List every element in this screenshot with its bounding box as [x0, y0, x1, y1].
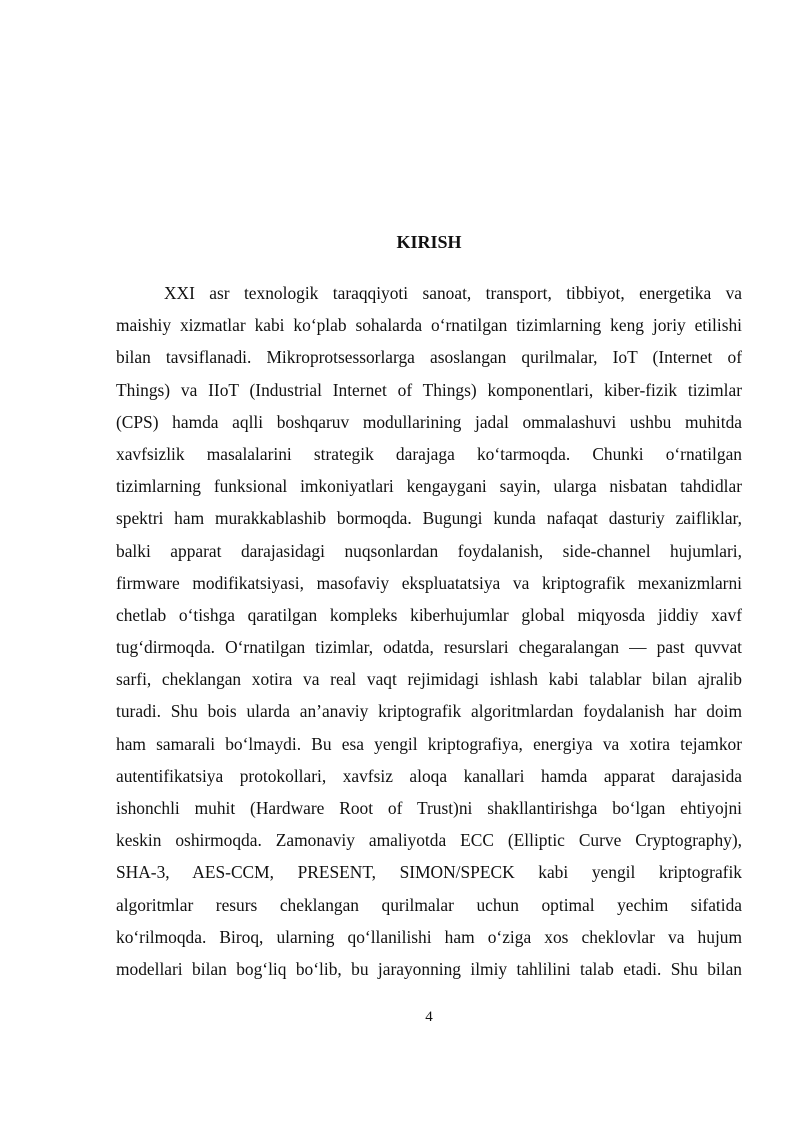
paragraph-line: Things) va IIoT (Industrial Internet of Things) komponentlari, kiber-fizik tizimlar [116, 379, 742, 400]
paragraph-line: maishiy xizmatlar kabi ko‘plab sohalarda o‘rnatilgan tizimlarning keng joriy etilishi [116, 315, 742, 336]
paragraph-line: tizimlarning funksional imkoniyatlari kengaygani sayin, ularga nisbatan tahdidlar [116, 476, 742, 497]
paragraph-line: balki apparat darajasidagi nuqsonlardan foydalanish, side-channel hujumlari, [116, 540, 742, 561]
paragraph-line: (CPS) hamda aqlli boshqaruv modullarining jadal ommalashuvi ushbu muhitda [116, 411, 742, 432]
paragraph-line: SHA-3, AES-CCM, PRESENT, SIMON/SPECK kabi yengil kriptografik [116, 862, 742, 883]
paragraph-line: ham samarali bo‘lmaydi. Bu esa yengil kriptografiya, energiya va xotira tejamkor [116, 733, 742, 754]
paragraph-line: bilan tavsiflanadi. Mikroprotsessorlarga asoslangan qurilmalar, IoT (Internet of [116, 347, 742, 368]
paragraph-line: keskin oshirmoqda. Zamonaviy amaliyotda ECC (Elliptic Curve Cryptography), [116, 830, 742, 851]
paragraph-line: spektri ham murakkablashib bormoqda. Bugungi kunda nafaqat dasturiy zaifliklar, [116, 508, 742, 529]
page-number: 4 [425, 1009, 433, 1025]
paragraph-line: chetlab o‘tishga qaratilgan kompleks kiberhujumlar global miqyosda jiddiy xavf [116, 604, 742, 625]
paragraph-line: tug‘dirmoqda. O‘rnatilgan tizimlar, odatda, resurslari chegaralangan — past quvvat [116, 637, 742, 658]
body-paragraph [116, 277, 742, 985]
paragraph-line: turadi. Shu bois ularda an’anaviy kriptografik algoritmlardan foydalanish har doim [116, 701, 742, 722]
paragraph-line: modellari bilan bog‘liq bo‘lib, bu jarayonning ilmiy tahlilini talab etadi. Shu bilan [116, 958, 742, 979]
paragraph-line: ko‘rilmoqda. Biroq, ularning qo‘llanilishi ham o‘ziga xos cheklovlar va hujum [116, 926, 742, 947]
paragraph-line: sarfi, cheklangan xotira va real vaqt rejimidagi ishlash kabi talablar bilan ajralib [116, 669, 742, 690]
section-heading: KIRISH [396, 232, 462, 252]
paragraph-line: autentifikatsiya protokollari, xavfsiz aloqa kanallari hamda apparat darajasida [116, 765, 742, 786]
paragraph-line: firmware modifikatsiyasi, masofaviy ekspluatatsiya va kriptografik mexanizmlarni [116, 572, 742, 593]
paragraph-line: XXI asr texnologik taraqqiyoti sanoat, transport, tibbiyot, energetika va [164, 283, 742, 303]
paragraph-line: ishonchli muhit (Hardware Root of Trust)ni shakllantirishga bo‘lgan ehtiyojni [116, 798, 742, 818]
paragraph-line: xavfsizlik masalalarini strategik darajaga ko‘tarmoqda. Chunki o‘rnatilgan [116, 443, 742, 464]
paragraph-line: algoritmlar resurs cheklangan qurilmalar uchun optimal yechim sifatida [116, 894, 742, 915]
